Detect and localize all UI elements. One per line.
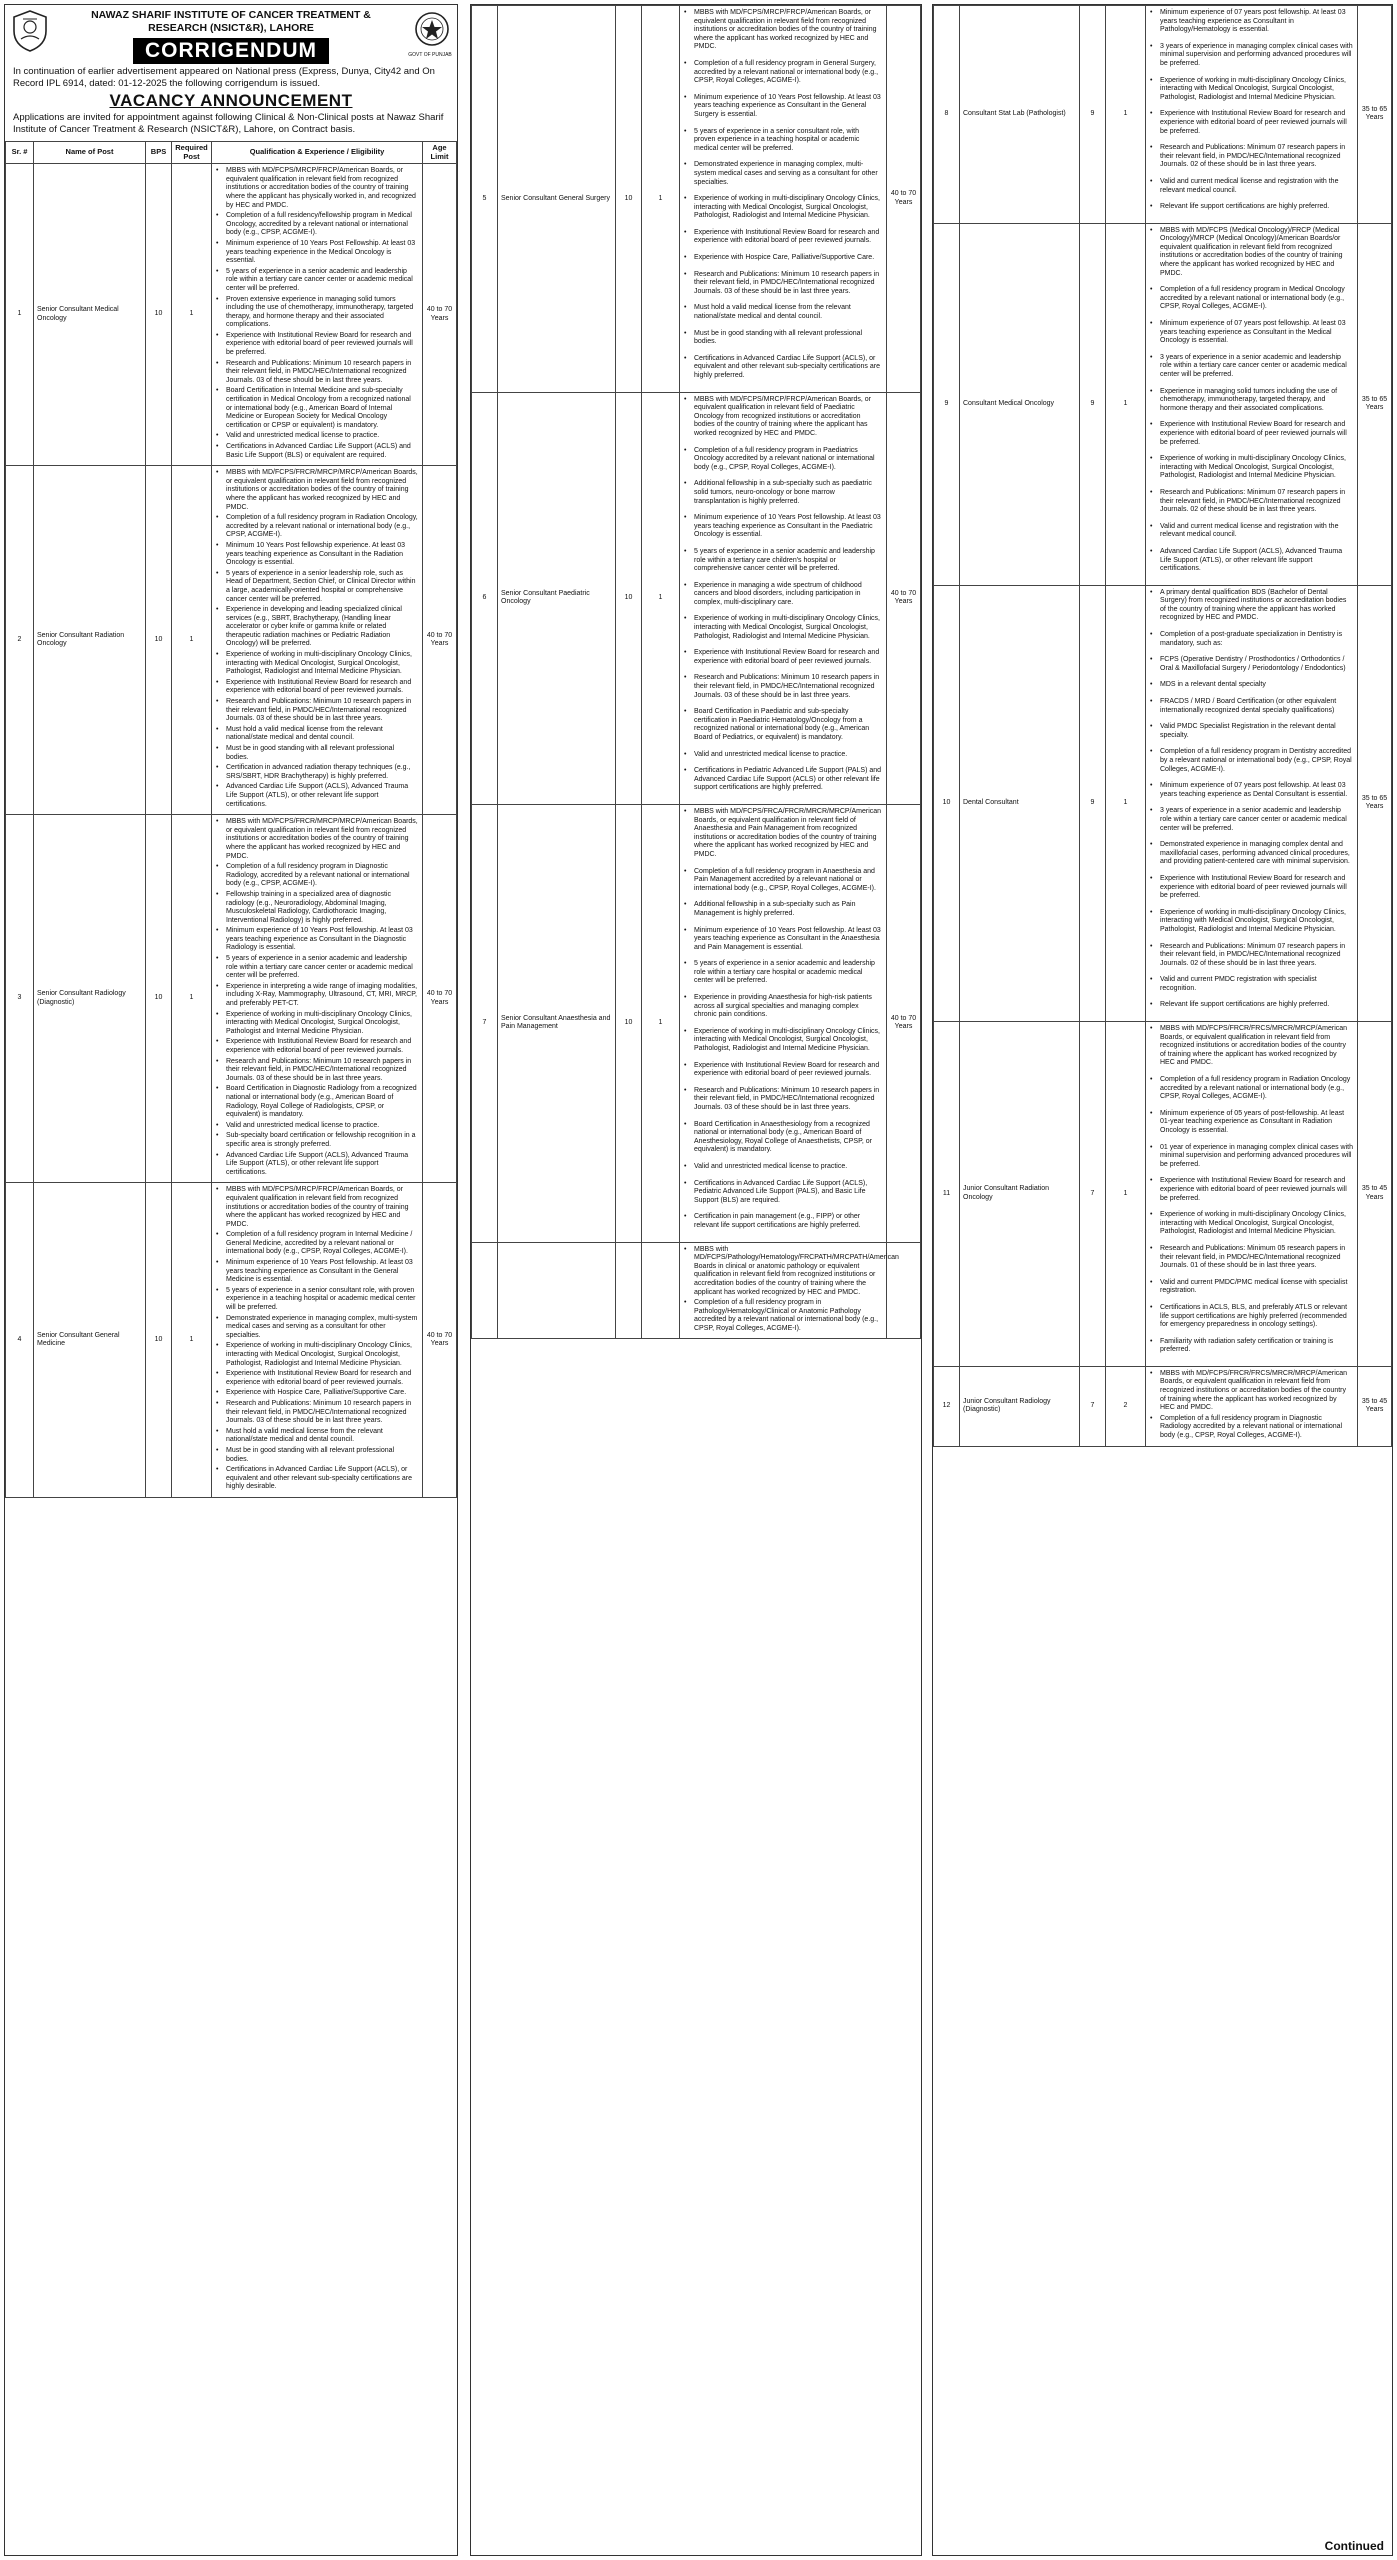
post-row bbox=[472, 804, 921, 1242]
post-qualifications bbox=[1146, 6, 1358, 224]
post-row bbox=[472, 392, 921, 804]
qualification-item: • 5 years of experience in a senior academic and leadership role within a tertiary care children's hospital or comprehensive cancer center will be preferred. bbox=[684, 548, 882, 574]
qualification-item: • Experience of working in multi-disciplinary Oncology Clinics, interacting with Medical Oncologist, Surgical Oncologist, Pathologist, Radiologist and Internal Medicine Physician. bbox=[1150, 909, 1353, 935]
post-sr: 7 bbox=[472, 804, 498, 1242]
th-sr: Sr. # bbox=[6, 142, 34, 164]
qualification-item: • Experience in providing Anaesthesia for high-risk patients across all surgical specialties and managing complex chronic pain conditions. bbox=[684, 994, 882, 1020]
qualification-item: • Relevant life support certifications are highly preferred. bbox=[1150, 1001, 1353, 1010]
qualification-item: • Experience of working in multi-disciplinary Oncology Clinics, interacting with Medical Oncologist, Surgical Oncologist, Pathologist and Internal Medicine Physician. bbox=[216, 1011, 418, 1037]
post-age-limit: 40 to 70 Years bbox=[423, 164, 457, 466]
qualification-list bbox=[216, 1186, 418, 1492]
qualification-item: • Experience with Hospice Care, Palliative/Supportive Care. bbox=[216, 1389, 418, 1398]
seal-caption: GOVT OF PUNJAB bbox=[408, 52, 452, 58]
qualification-item: • Must be in good standing with all relevant professional bodies. bbox=[684, 330, 882, 347]
post-age-limit: 40 to 70 Years bbox=[423, 815, 457, 1183]
qualification-item: • Valid and current medical license and registration with the relevant medical council. bbox=[1150, 523, 1353, 540]
qualification-list bbox=[1150, 1370, 1353, 1441]
post-age-limit: 40 to 70 Years bbox=[887, 804, 921, 1242]
qualification-item: • Certifications in ACLS, BLS, and preferably ATLS or relevant life support certifications are highly preferred (recommended for emergency preparedness in oncology settings). bbox=[1150, 1304, 1353, 1330]
qualification-item: • 3 years of experience in managing complex clinical cases with minimal supervision and performing advanced procedures will be preferred. bbox=[1150, 43, 1353, 69]
post-sr: 12 bbox=[934, 1366, 960, 1446]
post-bps: 9 bbox=[1080, 223, 1106, 585]
post-name bbox=[498, 1242, 616, 1339]
qualification-item: • MBBS with MD/FCPS (Medical Oncology)/FRCP (Medical Oncology)/MRCP (Medical Oncology)/American Boards/or equivalent qualification in relevant field from recognized institutions or accreditation bodies of the country of training where the applicant has worked recognized by HEC and PMDC. bbox=[1150, 227, 1353, 279]
post-required: 1 bbox=[172, 815, 212, 1183]
post-sr: 11 bbox=[934, 1022, 960, 1367]
post-bps: 10 bbox=[146, 815, 172, 1183]
column-left bbox=[4, 4, 458, 2556]
post-bps: 10 bbox=[616, 392, 642, 804]
qualification-item: • FCPS (Operative Dentistry / Prosthodontics / Orthodontics / Oral & Maxillofacial Surgery / Periodontology / Endodontics) bbox=[1150, 656, 1353, 673]
qualification-item: • Fellowship training in a specialized area of diagnostic radiology (e.g., Neuroradiology, Abdominal Imaging, Musculoskeletal Radiology, Cardiothoracic Imaging, Interventional Radiology) is highly preferred. bbox=[216, 891, 418, 925]
post-age-limit: 35 to 65 Years bbox=[1358, 6, 1392, 224]
qualification-item: • Valid and unrestricted medical license to practice. bbox=[684, 751, 882, 760]
qualification-item: • Completion of a full residency program in Pathology/Hematology/Clinical or Anatomic Pathology accredited by a relevant national or international body (e.g., CPSP, Royal Colleges, ACGME-I). bbox=[684, 1299, 882, 1333]
qualification-list bbox=[684, 9, 882, 381]
qualification-item: • Completion of a full residency program in Medical Oncology accredited by a relevant national or international body (e.g., CPSP, Royal Colleges, ACGME-I). bbox=[1150, 286, 1353, 312]
continued-label: Continued bbox=[1324, 2539, 1384, 2553]
post-required: 1 bbox=[1106, 223, 1146, 585]
post-sr: 6 bbox=[472, 392, 498, 804]
qualification-item: • Experience with Institutional Review Board for research and experience with editorial board of peer reviewed journals. bbox=[684, 1062, 882, 1079]
qualification-item: • Research and Publications: Minimum 10 research papers in their relevant field, in PMDC/HEC/International recognized Journals. 03 of these should be in last three years. bbox=[216, 1058, 418, 1084]
vacancy-text: Applications are invited for appointment against following Clinical & Non-Clinical posts at Nawaz Sharif Institute of Cancer Treatment & Research (NSICT&R), Lahore, on Contract basis. bbox=[13, 112, 444, 135]
qualification-item: • 5 years of experience in a senior consultant role, with proven experience in a teaching hospital or academic medical center will be preferred. bbox=[216, 1287, 418, 1313]
post-age-limit: 35 to 45 Years bbox=[1358, 1366, 1392, 1446]
post-required bbox=[642, 1242, 680, 1339]
qualification-list bbox=[1150, 589, 1353, 1010]
post-qualifications bbox=[212, 815, 423, 1183]
qualification-item: • Certification in advanced radiation therapy techniques (e.g., SRS/SBRT, HDR Brachytherapy) is highly preferred. bbox=[216, 764, 418, 781]
table-header bbox=[6, 142, 457, 164]
post-age-limit: 40 to 70 Years bbox=[887, 6, 921, 393]
qualification-item: • Completion of a full residency program in Diagnostic Radiology accredited by a relevant national or international body (e.g., CPSP, Royal Colleges, ACGME-I). bbox=[1150, 1415, 1353, 1441]
qualification-item: • Valid and unrestricted medical license to practice. bbox=[216, 432, 418, 441]
qualification-item: • Sub-specialty board certification or fellowship recognition in a specific area is strongly preferred. bbox=[216, 1132, 418, 1149]
post-age-limit: 35 to 45 Years bbox=[1358, 1022, 1392, 1367]
post-sr: 5 bbox=[472, 6, 498, 393]
qualification-item: • Experience of working in multi-disciplinary Oncology Clinics, interacting with Medical Oncologist, Surgical Oncologist, Pathologist, Radiologist and Internal Medicine Physician. bbox=[684, 1028, 882, 1054]
qualification-item: • Minimum experience of 07 years post fellowship. At least 03 years teaching experience as Dental Consultant is essential. bbox=[1150, 782, 1353, 799]
post-name: Consultant Stat Lab (Pathologist) bbox=[960, 6, 1080, 224]
qualification-item: • Experience with Hospice Care, Palliative/Supportive Care. bbox=[684, 254, 882, 263]
page-header bbox=[5, 5, 457, 141]
post-sr bbox=[472, 1242, 498, 1339]
post-row bbox=[472, 6, 921, 393]
qualification-list bbox=[684, 1245, 899, 1334]
th-required: Required Post bbox=[172, 142, 212, 164]
qualification-item: • Must hold a valid medical license from the relevant national/state medical and dental council. bbox=[216, 1428, 418, 1445]
qualification-item: • Experience with Institutional Review Board for research and experience with editorial board of peer reviewed journals. bbox=[684, 229, 882, 246]
post-row bbox=[934, 6, 1392, 224]
qualification-item: • Minimum experience of 10 Years Post fellowship. At least 03 years teaching experience as Consultant in the Anaesthesia and Pain Management is essential. bbox=[684, 927, 882, 953]
punjab-emblem-icon bbox=[11, 9, 49, 53]
post-required: 1 bbox=[1106, 585, 1146, 1021]
qualification-item: • Advanced Cardiac Life Support (ACLS), Advanced Trauma Life Support (ATLS), or other relevant life support certifications. bbox=[216, 1152, 418, 1178]
qualification-item: • Experience in managing solid tumors including the use of chemotherapy, immunotherapy, targeted therapy, and hormone therapy and their associated complications. bbox=[1150, 388, 1353, 414]
qualification-item: • Minimum experience of 10 Years Post fellowship. At least 03 years teaching experience as Consultant in the Diagnostic Radiology is essential. bbox=[216, 927, 418, 953]
qualification-item: • Certifications in Pediatric Advanced Life Support (PALS) and Advanced Cardiac Life Support (ACLS) or other relevant life support certifications are highly preferred. bbox=[684, 767, 882, 793]
qualification-item: • Research and Publications: Minimum 07 research papers in their relevant field, in PMDC/HEC/International recognized Journals. 02 of these should be in last three years. bbox=[1150, 489, 1353, 515]
qualification-item: • Experience with Institutional Review Board for research and experience with editorial board of peer reviewed journals will be preferred. bbox=[1150, 1177, 1353, 1203]
post-name: Senior Consultant General Medicine bbox=[34, 1183, 146, 1498]
qualification-item: • Demonstrated experience in managing complex dental and maxillofacial cases, performing advanced clinical procedures, and providing patient-centered care with minimal supervision. bbox=[1150, 841, 1353, 867]
qualification-item: • Minimum experience of 10 Years Post fellowship. At least 03 years teaching experience as Consultant in the Paediatric Oncology is essential. bbox=[684, 514, 882, 540]
qualification-item: • Research and Publications: Minimum 05 research papers in their relevant field, in PMDC/HEC/International recognized Journals. 01 of these should be in last three years. bbox=[1150, 1245, 1353, 1271]
qualification-item: • Must be in good standing with all relevant professional bodies. bbox=[216, 745, 418, 762]
qualification-item: • FRACDS / MRD / Board Certification (or other equivalent internationally recognized dental specialty qualifications) bbox=[1150, 698, 1353, 715]
qualification-item: • MBBS with MD/FCPS/MRCP/FRCP/American Boards, or equivalent qualification in relevant field from recognized institutions or accreditation bodies of the country of training where the applicant has worked recognized by HEC and PMDC. bbox=[684, 9, 882, 52]
post-name: Senior Consultant Medical Oncology bbox=[34, 164, 146, 466]
post-row bbox=[934, 585, 1392, 1021]
post-age-limit: 35 to 65 Years bbox=[1358, 223, 1392, 585]
post-row bbox=[6, 1183, 457, 1498]
qualification-item: • Relevant life support certifications are highly preferred. bbox=[1150, 203, 1353, 212]
post-name: Senior Consultant Anaesthesia and Pain Management bbox=[498, 804, 616, 1242]
post-sr: 1 bbox=[6, 164, 34, 466]
post-sr: 4 bbox=[6, 1183, 34, 1498]
qualification-item: • MBBS with MD/FCPS/MRCP/FRCP/American Boards, or equivalent qualification in relevant field from recognized institutions or accreditation bodies of the country of training where the applicant has worked recognized by HEC and PMDC. bbox=[216, 1186, 418, 1229]
qualification-item: • Experience with Institutional Review Board for research and experience with editorial board of peer reviewed journals will be preferred. bbox=[1150, 421, 1353, 447]
post-name: Junior Consultant Radiology (Diagnostic) bbox=[960, 1366, 1080, 1446]
qualification-item: • Experience with Institutional Review Board for research and experience with editorial board of peer reviewed journals. bbox=[216, 1038, 418, 1055]
post-required: 1 bbox=[1106, 1022, 1146, 1367]
qualification-item: • Experience in interpreting a wide range of imaging modalities, including X-Ray, Mammography, Ultrasound, CT, MRI, MRCP, and preferably PET-CT. bbox=[216, 983, 418, 1009]
posts-table-left bbox=[5, 141, 457, 1498]
qualification-item: • Completion of a full residency program in Paediatrics Oncology accredited by a relevant national or international body (e.g., CPSP, Royal Colleges, ACGME-I). bbox=[684, 447, 882, 473]
qualification-item: • Research and Publications: Minimum 10 research papers in their relevant field, in PMDC/HEC/International recognized Journals. 03 of these should be in last three years. bbox=[684, 271, 882, 297]
qualification-item: • 5 years of experience in a senior consultant role, with proven experience in a teaching hospital or academic medical center will be preferred. bbox=[684, 128, 882, 154]
post-bps: 10 bbox=[146, 164, 172, 466]
post-required: 1 bbox=[172, 466, 212, 815]
qualification-item: • 3 years of experience in a senior academic and leadership role within a tertiary care cancer center or academic medical center will be preferred. bbox=[1150, 354, 1353, 380]
post-name: Senior Consultant Radiation Oncology bbox=[34, 466, 146, 815]
qualification-item: • Completion of a full residency program in Radiation Oncology, accredited by a relevant national or international body (e.g., CPSP, ACGME-I). bbox=[216, 514, 418, 540]
qualification-list bbox=[684, 396, 882, 793]
corrigendum-banner: CORRIGENDUM bbox=[133, 38, 329, 64]
qualification-item: • Research and Publications: Minimum 07 research papers in their relevant field, in PMDC/HEC/International recognized Journals. 02 of these should be in last three years. bbox=[1150, 943, 1353, 969]
column-right bbox=[932, 4, 1393, 2556]
post-required: 1 bbox=[172, 1183, 212, 1498]
post-required: 1 bbox=[172, 164, 212, 466]
qualification-item: • Additional fellowship in a sub-specialty such as paediatric solid tumors, neuro-oncology or bone marrow transplantation is highly preferred. bbox=[684, 480, 882, 506]
post-bps: 9 bbox=[1080, 585, 1106, 1021]
qualification-item: • 3 years of experience in a senior academic and leadership role within a tertiary care cancer center or academic medical center will be preferred. bbox=[1150, 807, 1353, 833]
column-middle bbox=[470, 4, 922, 2556]
post-name: Senior Consultant Paediatric Oncology bbox=[498, 392, 616, 804]
qualification-item: • MBBS with MD/FCPS/FRCR/MRCP/MRCP/American Boards, or equivalent qualification in relevant field from recognized institutions or accreditation bodies of the country of training where the applicant has worked recognized by HEC and PMDC. bbox=[216, 469, 418, 512]
post-bps: 10 bbox=[616, 804, 642, 1242]
post-required: 2 bbox=[1106, 1366, 1146, 1446]
qualification-item: • MBBS with MD/FCPS/MRCP/FRCP/American Boards, or equivalent qualification in relevant field from recognized institutions or accreditation bodies of the country of training where the applicant has physically worked in, and recognized by HEC and PMDC. bbox=[216, 167, 418, 210]
post-sr: 8 bbox=[934, 6, 960, 224]
qualification-item: • Research and Publications: Minimum 07 research papers in their relevant field, in PMDC/HEC/International recognized Journals. 02 of these should be in last three years. bbox=[1150, 144, 1353, 170]
post-bps: 10 bbox=[146, 1183, 172, 1498]
qualification-item: • Familiarity with radiation safety certification or training is preferred. bbox=[1150, 1338, 1353, 1355]
qualification-item: • Certifications in Advanced Cardiac Life Support (ACLS), or equivalent and other relevant sub-specialty certifications are highly desirable. bbox=[216, 1466, 418, 1492]
qualification-item: • Completion of a full residency program in Anaesthesia and Pain Management accredited by a relevant national or international body (e.g., CPSP, Royal Colleges, ACGME-I). bbox=[684, 868, 882, 894]
post-qualifications bbox=[1146, 1366, 1358, 1446]
qualification-item: • Experience with Institutional Review Board for research and experience with editorial board of peer reviewed journals. bbox=[216, 1370, 418, 1387]
qualification-item: • MBBS with MD/FCPS/FRCR/MRCP/MRCP/American Boards, or equivalent qualification in relevant field from recognized institutions or accreditation bodies of the country of training where the applicant has worked recognized by HEC and PMDC. bbox=[216, 818, 418, 861]
th-age: Age Limit bbox=[423, 142, 457, 164]
qualification-item: • Experience of working in multi-disciplinary Oncology Clinics, interacting with Medical Oncologist, Surgical Oncologist, Pathologist, Radiologist and Internal Medicine Physician. bbox=[684, 195, 882, 221]
qualification-item: • Demonstrated experience in managing complex, multi-system medical cases and serving as a consultant for other specialties. bbox=[216, 1315, 418, 1341]
qualification-item: • Must hold a valid medical license from the relevant national/state medical and dental council. bbox=[684, 304, 882, 321]
qualification-item: • Experience with Institutional Review Board for research and experience with editorial board of peer reviewed journals will be preferred. bbox=[1150, 875, 1353, 901]
qualification-item: • Completion of a full residency program in Radiation Oncology accredited by a relevant national or international body (e.g., CPSP, Royal Colleges, ACGME-I). bbox=[1150, 1076, 1353, 1102]
qualification-item: • 5 years of experience in a senior academic and leadership role within a tertiary care hospital or academic medical center will be preferred. bbox=[684, 960, 882, 986]
post-name: Junior Consultant Radiation Oncology bbox=[960, 1022, 1080, 1367]
qualification-item: • MBBS with MD/FCPS/FRCR/FRCS/MRCR/MRCP/American Boards, or equivalent qualification in relevant field from recognized institutions or accreditation bodies of the country of training where the applicant has worked recognized by HEC and PMDC. bbox=[1150, 1025, 1353, 1068]
post-qualifications bbox=[680, 392, 887, 804]
qualification-item: • Minimum experience of 10 Years Post fellowship. At least 03 years teaching experience as Consultant in the General Surgery is essential. bbox=[684, 94, 882, 120]
qualification-item: • Valid and current medical license and registration with the relevant medical council. bbox=[1150, 178, 1353, 195]
qualification-item: • Certifications in Advanced Cardiac Life Support (ACLS), Pediatric Advanced Life Support (PALS), and Basic Life Support (BLS) are required. bbox=[684, 1180, 882, 1206]
post-qualifications bbox=[680, 6, 887, 393]
post-qualifications bbox=[212, 1183, 423, 1498]
qualification-list bbox=[1150, 227, 1353, 574]
qualification-item: • Board Certification in Internal Medicine and sub-specialty certification in Medical Oncology from a recognized national or international body (e.g., American Board of Internal Medicine or European Society for Medical Oncology certification or CPSP or equivalent) is mandatory. bbox=[216, 387, 418, 430]
qualification-item: • Research and Publications: Minimum 10 research papers in their relevant field, in PMDC/HEC/International recognized Journals. 03 of these should be in last three years. bbox=[216, 698, 418, 724]
qualification-item: • Completion of a full residency program in Internal Medicine / General Medicine, accredited by a relevant national or international body (e.g., CPSP, Royal Colleges, ACGME-I). bbox=[216, 1231, 418, 1257]
qualification-item: • Experience with Institutional Review Board for research and experience with editorial board of peer reviewed journals. bbox=[216, 679, 418, 696]
qualification-item: • Completion of a post-graduate specialization in Dentistry is mandatory, such as: bbox=[1150, 631, 1353, 648]
qualification-list bbox=[684, 808, 882, 1231]
post-qualifications bbox=[680, 804, 887, 1242]
qualification-item: • Proven extensive experience in managing solid tumors including the use of chemotherapy, immunotherapy, targeted therapy, and hormone therapy and their associated complications. bbox=[216, 296, 418, 330]
vacancy-title: VACANCY ANNOUNCEMENT bbox=[109, 91, 353, 110]
post-qualifications bbox=[1146, 1022, 1358, 1367]
post-sr: 10 bbox=[934, 585, 960, 1021]
post-age-limit: 40 to 70 Years bbox=[887, 392, 921, 804]
qualification-list bbox=[1150, 1025, 1353, 1355]
qualification-item: • Completion of a full residency program in Dentistry accredited by a relevant national or international body (e.g., CPSP, Royal Colleges, ACGME-I). bbox=[1150, 748, 1353, 774]
qualification-item: • Experience in developing and leading specialized clinical services (e.g., SBRT, Brachytherapy, (Handling linear accelerator or cyber knife or gamma knife or related therapeutic radiation machines or Pediatric Radiation Oncology) will be preferred. bbox=[216, 606, 418, 649]
post-row bbox=[934, 1022, 1392, 1367]
qualification-item: • MBBS with MD/FCPS/Pathology/Hematology/FRCPATH/MRCPATH/American Boards in clinical or anatomic pathology or equivalent qualification in relevant field from recognized institutions or accreditation bodies of the country of training where the applicant has worked recognized by HEC and PMDC. bbox=[684, 1246, 882, 1298]
qualification-item: • Valid and current PMDC registration with specialist recognition. bbox=[1150, 976, 1353, 993]
qualification-item: • Advanced Cardiac Life Support (ACLS), Advanced Trauma Life Support (ATLS), or other relevant life support certifications. bbox=[1150, 548, 1353, 574]
qualification-item: • Experience with Institutional Review Board for research and experience with editorial board of peer reviewed journals. bbox=[684, 649, 882, 666]
qualification-list bbox=[216, 469, 418, 809]
post-required: 1 bbox=[642, 804, 680, 1242]
institute-name: NAWAZ SHARIF INSTITUTE OF CANCER TREATMENT & RESEARCH (NSICT&R), LAHORE bbox=[91, 9, 371, 34]
post-row bbox=[934, 223, 1392, 585]
post-age-limit: 35 to 65 Years bbox=[1358, 585, 1392, 1021]
post-required: 1 bbox=[642, 392, 680, 804]
qualification-item: • Valid and current PMDC/PMC medical license with specialist registration. bbox=[1150, 1279, 1353, 1296]
post-sr: 9 bbox=[934, 223, 960, 585]
government-seal-icon bbox=[413, 9, 451, 53]
post-name: Senior Consultant Radiology (Diagnostic) bbox=[34, 815, 146, 1183]
qualification-item: • MBBS with MD/FCPS/FRCR/FRCS/MRCR/MRCP/American Boards, or equivalent qualification in relevant field from recognized institutions or accreditation bodies of the country of training where the applicant has worked recognized by HEC and PMDC. bbox=[1150, 1370, 1353, 1413]
qualification-item: • Completion of a full residency program in Diagnostic Radiology, accredited by a relevant national or international body (e.g., CPSP, ACGME-I). bbox=[216, 863, 418, 889]
post-sr: 3 bbox=[6, 815, 34, 1183]
qualification-item: • Experience of working in multi-disciplinary Oncology Clinics, interacting with Medical Oncologist, Surgical Oncologist, Pathologist, Radiologist and Internal Medicine Physician. bbox=[216, 651, 418, 677]
qualification-item: • Research and Publications: Minimum 10 research papers in their relevant field, in PMDC/HEC/International recognized Journals. 03 of these should be in last three years. bbox=[684, 1087, 882, 1113]
post-bps: 9 bbox=[1080, 6, 1106, 224]
qualification-item: • Minimum experience of 07 years post fellowship. At least 03 years teaching experience as Consultant in the Medical Oncology is essential. bbox=[1150, 320, 1353, 346]
qualification-item: • Additional fellowship in a sub-specialty such as Pain Management is highly preferred. bbox=[684, 901, 882, 918]
qualification-item: • Valid PMDC Specialist Registration in the relevant dental specialty. bbox=[1150, 723, 1353, 740]
qualification-item: • Minimum experience of 05 years of post-fellowship. At least 01-year teaching experience as Consultant in Radiation Oncology is essential. bbox=[1150, 1110, 1353, 1136]
qualification-item: • Must hold a valid medical license from the relevant national/state medical and dental council. bbox=[216, 726, 418, 743]
post-qualifications bbox=[212, 164, 423, 466]
qualification-item: • Minimum 10 Years Post fellowship experience. At least 03 years teaching experience as Consultant in the Radiation Oncology is essential. bbox=[216, 542, 418, 568]
qualification-item: • Experience of working in multi-disciplinary Oncology Clinics, interacting with Medical Oncologist, Surgical Oncologist, Pathologist, Radiologist and Internal Medicine Physician. bbox=[1150, 1211, 1353, 1237]
qualification-item: • Valid and unrestricted medical license to practice. bbox=[684, 1163, 882, 1172]
qualification-item: • Experience of working in multi-disciplinary Oncology Clinics, interacting with Medical Oncologist, Surgical Oncologist, Pathologist, Radiologist and Internal Medicine Physician. bbox=[1150, 77, 1353, 103]
qualification-item: • Must be in good standing with all relevant professional bodies. bbox=[216, 1447, 418, 1464]
qualification-item: • Certifications in Advanced Cardiac Life Support (ACLS), or equivalent and other relevant sub-specialty certifications are highly preferred. bbox=[684, 355, 882, 381]
post-qualifications bbox=[1146, 223, 1358, 585]
qualification-item: • Experience of working in multi-disciplinary Oncology Clinics, interacting with Medical Oncologist, Surgical Oncologist, Pathologist, Radiologist and Internal Medicine Physician. bbox=[216, 1342, 418, 1368]
qualification-item: • Research and Publications: Minimum 10 research papers in their relevant field, in PMDC/HEC/International recognized Journals. 03 of these should be in last three years. bbox=[216, 1400, 418, 1426]
post-bps: 10 bbox=[616, 6, 642, 393]
posts-table-right bbox=[933, 5, 1392, 1447]
qualification-item: • Experience of working in multi-disciplinary Oncology Clinics, interacting with Medical Oncologist, Surgical Oncologist, Pathologist, Radiologist and Internal Medicine Physician. bbox=[1150, 455, 1353, 481]
qualification-item: • Completion of a full residency program in General Surgery, accredited by a relevant national or international body (e.g., CPSP, Royal Colleges, ACGME-I). bbox=[684, 60, 882, 86]
corrigendum-intro: In continuation of earlier advertisement appeared on National press (Express, Dunya, City42 and On Record IPL 6914, dated: 01-12-2025 the following corrigendum is issued. bbox=[13, 66, 435, 89]
qualification-item: • Experience with Institutional Review Board for research and experience with editorial board of peer reviewed journals will be preferred. bbox=[216, 332, 418, 358]
qualification-item: • Board Certification in Diagnostic Radiology from a recognized national or international body (e.g., American Board of Radiology, Royal College of Radiologists, CPSP, or equivalent) is mandatory. bbox=[216, 1085, 418, 1119]
post-sr: 2 bbox=[6, 466, 34, 815]
post-age-limit: 40 to 70 Years bbox=[423, 466, 457, 815]
post-bps bbox=[616, 1242, 642, 1339]
th-qualification: Qualification & Experience / Eligibility bbox=[212, 142, 423, 164]
post-name: Senior Consultant General Surgery bbox=[498, 6, 616, 393]
qualification-item: • Certification in pain management (e.g., FIPP) or other relevant life support certifications are highly preferred. bbox=[684, 1213, 882, 1230]
post-bps: 7 bbox=[1080, 1022, 1106, 1367]
th-post: Name of Post bbox=[34, 142, 146, 164]
qualification-item: • 5 years of experience in a senior academic and leadership role within a tertiary care cancer center or academic medical center will be preferred. bbox=[216, 955, 418, 981]
post-qualifications bbox=[212, 466, 423, 815]
qualification-item: • Certifications in Advanced Cardiac Life Support (ACLS) and Basic Life Support (BLS) or equivalent are required. bbox=[216, 443, 418, 460]
qualification-item: • Minimum experience of 10 Years Post Fellowship. At least 03 years teaching experience in the Medical Oncology is essential. bbox=[216, 240, 418, 266]
post-bps: 10 bbox=[146, 466, 172, 815]
posts-table-middle bbox=[471, 5, 921, 1339]
qualification-item: • Experience with Institutional Review Board for research and experience with editorial board of peer reviewed journals will be preferred. bbox=[1150, 110, 1353, 136]
qualification-item: • 01 year of experience in managing complex clinical cases with minimal supervision and performing advanced procedures will be preferred. bbox=[1150, 1144, 1353, 1170]
post-age-limit: 40 to 70 Years bbox=[423, 1183, 457, 1498]
qualification-item: • Valid and unrestricted medical license to practice. bbox=[216, 1122, 418, 1131]
post-row bbox=[6, 466, 457, 815]
qualification-item: • Completion of a full residency/fellowship program in Medical Oncology, accredited by a relevant national or international body (e.g., CPSP, ACGME-I). bbox=[216, 212, 418, 238]
qualification-list bbox=[216, 167, 418, 460]
qualification-item: • A primary dental qualification BDS (Bachelor of Dental Surgery) from recognized institutions or accreditation bodies of the country of training where the applicant has worked recognized by HEC and PMDC. bbox=[1150, 589, 1353, 623]
qualification-item: • Experience in managing a wide spectrum of childhood cancers and blood disorders, including participation in complex, multi-disciplinary care. bbox=[684, 582, 882, 608]
post-required: 1 bbox=[1106, 6, 1146, 224]
qualification-item: • MDS in a relevant dental specialty bbox=[1150, 681, 1353, 690]
qualification-item: • Board Certification in Paediatric and sub-specialty certification in Paediatric Hematology/Oncology from a recognized national or international body (e.g., American Board of Pediatrics, or equivalent) is mandatory. bbox=[684, 708, 882, 742]
post-name: Consultant Medical Oncology bbox=[960, 223, 1080, 585]
qualification-item: • Advanced Cardiac Life Support (ACLS), Advanced Trauma Life Support (ATLS), or other relevant life support certifications. bbox=[216, 783, 418, 809]
qualification-item: • Board Certification in Anaesthesiology from a recognized national or international body (e.g., American Board of Anesthesiology, Royal College of Anaesthetists, CPSP, or equivalent) is mandatory. bbox=[684, 1121, 882, 1155]
qualification-item: • Demonstrated experience in managing complex, multi-system medical cases and serving as a consultant for other specialties. bbox=[684, 161, 882, 187]
qualification-item: • 5 years of experience in a senior leadership role, such as Head of Department, Section Chief, or Clinical Director within a large, academically-oriented hospital or comprehensive cancer center will be preferred. bbox=[216, 570, 418, 604]
post-name: Dental Consultant bbox=[960, 585, 1080, 1021]
post-bps: 7 bbox=[1080, 1366, 1106, 1446]
post-qualifications bbox=[680, 1242, 899, 1339]
post-row bbox=[472, 1242, 921, 1339]
qualification-item: • Research and Publications: Minimum 10 research papers in their relevant field, in PMDC/HEC/International recognized Journals. 03 of these should be in last three years. bbox=[216, 360, 418, 386]
qualification-item: • Research and Publications: Minimum 10 research papers in their relevant field, in PMDC/HEC/International recognized Journals. 03 of these should be in last three years. bbox=[684, 674, 882, 700]
th-bps: BPS bbox=[146, 142, 172, 164]
qualification-list bbox=[1150, 9, 1353, 212]
post-row bbox=[6, 164, 457, 466]
post-row bbox=[6, 815, 457, 1183]
qualification-item: • MBBS with MD/FCPS/MRCP/FRCP/American Boards, or equivalent qualification in relevant field of Paediatric Oncology from recognized institutions or accreditation bodies of the country of training where the applicant has worked recognized by HEC and PMDC. bbox=[684, 396, 882, 439]
post-required: 1 bbox=[642, 6, 680, 393]
qualification-list bbox=[216, 818, 418, 1177]
qualification-item: • MBBS with MD/FCPS/FRCA/FRCR/MRCR/MRCP/American Boards, or equivalent qualification in relevant field of Anaesthesia and Pain Management from recognized institutions or accreditation bodies of the country of training where the applicant has worked recognized by HEC and PMDC. bbox=[684, 808, 882, 860]
qualification-item: • Minimum experience of 07 years post fellowship. At least 03 years teaching experience as Consultant in Pathology/Hematology is essential. bbox=[1150, 9, 1353, 35]
post-row bbox=[934, 1366, 1392, 1446]
qualification-item: • Minimum experience of 10 Years Post fellowship. At least 03 years teaching experience as Consultant in the General Medicine is essential. bbox=[216, 1259, 418, 1285]
qualification-item: • Experience of working in multi-disciplinary Oncology Clinics, interacting with Medical Oncologist, Surgical Oncologist, Pathologist, Radiologist and Internal Medicine Physician. bbox=[684, 615, 882, 641]
qualification-item: • 5 years of experience in a senior academic and leadership role within a tertiary care cancer center or academic medical center will be preferred. bbox=[216, 268, 418, 294]
post-qualifications bbox=[1146, 585, 1358, 1021]
